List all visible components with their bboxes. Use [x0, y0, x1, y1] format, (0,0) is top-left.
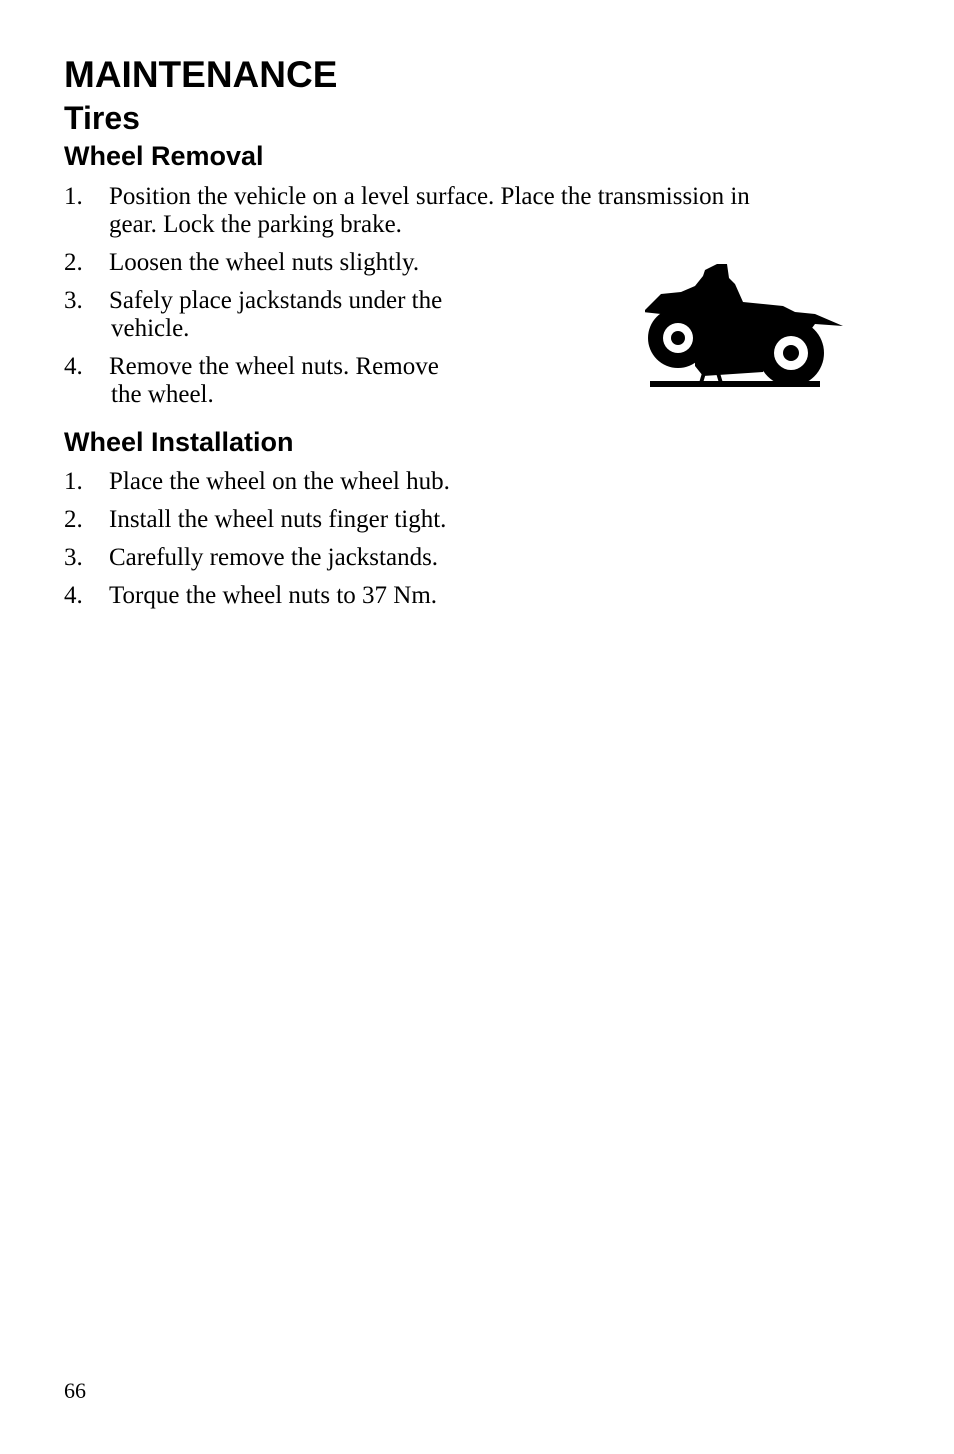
list-item: [64, 183, 750, 239]
wheel-installation-heading: Wheel Installation: [64, 427, 294, 457]
step-number: 3.: [64, 287, 83, 314]
step-text: Loosen the wheel nuts slightly.: [109, 249, 420, 276]
step-number: 2.: [64, 506, 83, 533]
step-text: gear. Lock the parking brake.: [109, 211, 402, 238]
step-number: 2.: [64, 249, 83, 276]
step-number: 4.: [64, 582, 83, 609]
wheel-removal-heading: Wheel Removal: [64, 141, 264, 171]
list-item: [64, 582, 450, 610]
step-text: Place the wheel on the wheel hub.: [109, 468, 450, 495]
atv-on-jackstand-icon: [645, 258, 845, 393]
step-number: 1.: [64, 468, 83, 495]
wheel-installation-steps: [64, 468, 450, 620]
step-number: 3.: [64, 544, 83, 571]
step-text: Install the wheel nuts finger tight.: [109, 506, 447, 533]
step-number: 1.: [64, 183, 83, 210]
list-item: [64, 468, 450, 496]
page-number: 66: [64, 1378, 86, 1403]
subsection-title: Tires: [64, 100, 140, 136]
step-number: 4.: [64, 353, 83, 380]
section-title: MAINTENANCE: [64, 54, 338, 95]
step-text: Carefully remove the jackstands.: [109, 544, 439, 571]
step-text: the wheel.: [111, 381, 214, 408]
step-text: vehicle.: [111, 315, 190, 342]
list-item: [64, 544, 450, 572]
step-text: Torque the wheel nuts to 37 Nm.: [109, 582, 438, 609]
step-text: Remove the wheel nuts. Remove: [109, 353, 439, 380]
list-item: [64, 506, 450, 534]
step-text: Safely place jackstands under the: [109, 287, 443, 314]
step-text: Position the vehicle on a level surface. Place the transmission in: [109, 183, 750, 210]
